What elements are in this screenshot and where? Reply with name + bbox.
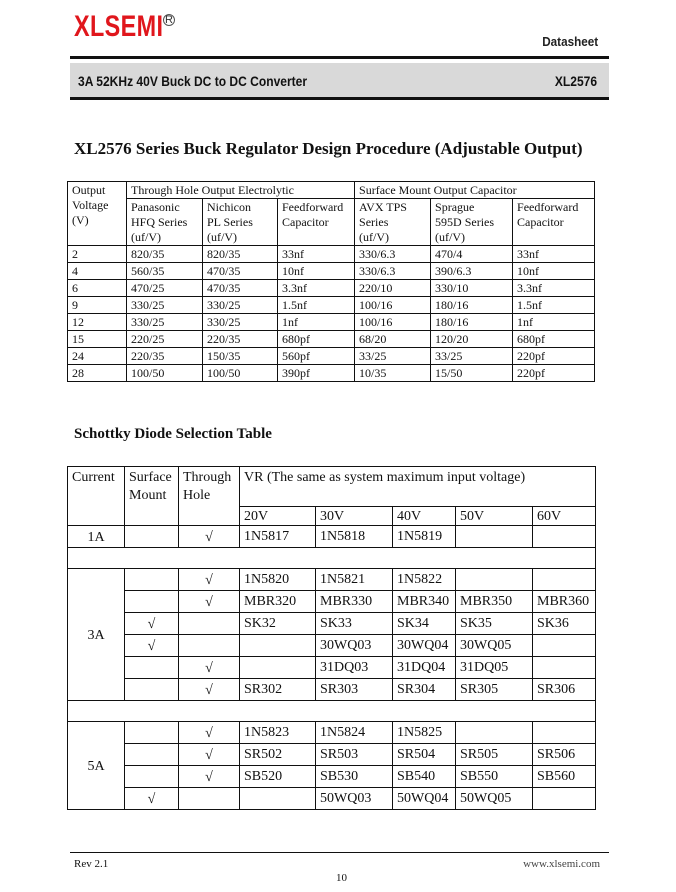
cell: SK34 bbox=[393, 613, 456, 635]
cell: 470/35 bbox=[203, 280, 278, 297]
cell: 180/16 bbox=[431, 297, 513, 314]
surface-mount-mark bbox=[125, 744, 179, 766]
cell: SB560 bbox=[533, 766, 596, 788]
surface-mount-mark bbox=[125, 722, 179, 744]
table-row bbox=[68, 263, 595, 280]
table-row bbox=[68, 314, 595, 331]
revision-label: Rev 2.1 bbox=[74, 858, 109, 870]
part-number: XL2576 bbox=[554, 73, 597, 89]
cell: 33/25 bbox=[355, 348, 431, 365]
through-hole-mark bbox=[179, 635, 240, 657]
table-row bbox=[68, 744, 596, 766]
cell: SB540 bbox=[393, 766, 456, 788]
cell bbox=[533, 635, 596, 657]
vr-header: VR (The same as system maximum input voltage) bbox=[240, 467, 596, 507]
output-voltage-header: Output Voltage (V) bbox=[68, 182, 127, 246]
cell: 3.3nf bbox=[278, 280, 355, 297]
cell: 10nf bbox=[513, 263, 595, 280]
cell: 560pf bbox=[278, 348, 355, 365]
cell: 33nf bbox=[278, 246, 355, 263]
surface-mount-group-header: Surface Mount Output Capacitor bbox=[355, 182, 595, 199]
cell: 820/35 bbox=[203, 246, 278, 263]
cell: 15 bbox=[68, 331, 127, 348]
schottky-diode-table bbox=[67, 466, 596, 810]
cell: 9 bbox=[68, 297, 127, 314]
cell: 470/25 bbox=[127, 280, 203, 297]
surface-mount-mark bbox=[125, 569, 179, 591]
surface-mount-mark bbox=[125, 766, 179, 788]
page-number: 10 bbox=[336, 872, 347, 884]
cell: SK32 bbox=[240, 613, 316, 635]
through-hole-mark: √ bbox=[179, 569, 240, 591]
header-rule bbox=[70, 56, 609, 59]
design-procedure-heading: XL2576 Series Buck Regulator Design Procedure (Adjustable Output) bbox=[74, 139, 583, 158]
cell: 820/35 bbox=[127, 246, 203, 263]
cell: 680pf bbox=[278, 331, 355, 348]
cell: 1N5819 bbox=[393, 526, 456, 548]
cell: 220/35 bbox=[203, 331, 278, 348]
table-row bbox=[68, 246, 595, 263]
current-header: Current bbox=[68, 467, 125, 526]
cell: 68/20 bbox=[355, 331, 431, 348]
product-title: 3A 52KHz 40V Buck DC to DC Converter bbox=[78, 73, 308, 89]
cell: SB550 bbox=[456, 766, 533, 788]
through-hole-mark: √ bbox=[179, 722, 240, 744]
voltage-60v: 60V bbox=[533, 507, 596, 526]
cell: 560/35 bbox=[127, 263, 203, 280]
panasonic-header: Panasonic HFQ Series (uf/V) bbox=[127, 199, 203, 246]
cell: 15/50 bbox=[431, 365, 513, 382]
cell: 1nf bbox=[278, 314, 355, 331]
cell: 390pf bbox=[278, 365, 355, 382]
cell: 1N5817 bbox=[240, 526, 316, 548]
cell: 120/20 bbox=[431, 331, 513, 348]
surface-mount-mark bbox=[125, 591, 179, 613]
table-row bbox=[68, 679, 596, 701]
cell: 680pf bbox=[513, 331, 595, 348]
cell: 50WQ04 bbox=[393, 788, 456, 810]
cell: 330/25 bbox=[127, 297, 203, 314]
table-row bbox=[68, 788, 596, 810]
table-row bbox=[68, 722, 596, 744]
cell: 1N5818 bbox=[316, 526, 393, 548]
cell bbox=[456, 569, 533, 591]
cell bbox=[533, 722, 596, 744]
title-bar bbox=[70, 63, 609, 100]
cell: 220pf bbox=[513, 348, 595, 365]
cell bbox=[456, 722, 533, 744]
through-hole-mark: √ bbox=[179, 766, 240, 788]
cell: 220/25 bbox=[127, 331, 203, 348]
cell: SR503 bbox=[316, 744, 393, 766]
cell bbox=[240, 657, 316, 679]
cell: 220/35 bbox=[127, 348, 203, 365]
cell: 12 bbox=[68, 314, 127, 331]
cell: SR502 bbox=[240, 744, 316, 766]
current-1a-label: 1A bbox=[68, 526, 125, 548]
cell: 220pf bbox=[513, 365, 595, 382]
cell: 100/50 bbox=[127, 365, 203, 382]
table-row bbox=[68, 331, 595, 348]
cell: 100/50 bbox=[203, 365, 278, 382]
through-hole-mark: √ bbox=[179, 657, 240, 679]
cell: SR504 bbox=[393, 744, 456, 766]
cell: 180/16 bbox=[431, 314, 513, 331]
voltage-30v: 30V bbox=[316, 507, 393, 526]
surface-mount-mark: √ bbox=[125, 635, 179, 657]
table-row bbox=[68, 348, 595, 365]
cell: 3.3nf bbox=[513, 280, 595, 297]
cell: 1N5820 bbox=[240, 569, 316, 591]
cell: 330/10 bbox=[431, 280, 513, 297]
through-hole-mark: √ bbox=[179, 526, 240, 548]
table-row bbox=[68, 657, 596, 679]
cell: SR505 bbox=[456, 744, 533, 766]
surface-mount-mark bbox=[125, 679, 179, 701]
surface-mount-mark bbox=[125, 526, 179, 548]
current-5a-label: 5A bbox=[68, 722, 125, 810]
cell: MBR330 bbox=[316, 591, 393, 613]
cell: MBR320 bbox=[240, 591, 316, 613]
through-hole-group-header: Through Hole Output Electrolytic bbox=[127, 182, 355, 199]
sprague-header: Sprague 595D Series (uf/V) bbox=[431, 199, 513, 246]
cell: MBR350 bbox=[456, 591, 533, 613]
cell: 28 bbox=[68, 365, 127, 382]
cell: 1N5821 bbox=[316, 569, 393, 591]
brand-logo: XLSEMI bbox=[74, 10, 164, 43]
current-3a-label: 3A bbox=[68, 569, 125, 701]
doc-type-label: Datasheet bbox=[542, 34, 598, 49]
cell: 330/6.3 bbox=[355, 263, 431, 280]
schottky-heading: Schottky Diode Selection Table bbox=[74, 426, 272, 442]
table-row bbox=[68, 297, 595, 314]
cell: SR305 bbox=[456, 679, 533, 701]
voltage-40v: 40V bbox=[393, 507, 456, 526]
surface-mount-header: Surface Mount bbox=[125, 467, 179, 526]
table-row bbox=[68, 766, 596, 788]
cell: 470/35 bbox=[203, 263, 278, 280]
cell: 470/4 bbox=[431, 246, 513, 263]
cell: 33nf bbox=[513, 246, 595, 263]
cell: 1.5nf bbox=[278, 297, 355, 314]
cell: 4 bbox=[68, 263, 127, 280]
through-hole-mark: √ bbox=[179, 679, 240, 701]
table-row bbox=[68, 569, 596, 591]
cell: MBR360 bbox=[533, 591, 596, 613]
cell bbox=[456, 526, 533, 548]
cell: 6 bbox=[68, 280, 127, 297]
through-hole-mark bbox=[179, 788, 240, 810]
registered-mark: R bbox=[163, 14, 175, 26]
cell: 50WQ03 bbox=[316, 788, 393, 810]
feedforward-th-header: Feedforward Capacitor bbox=[278, 199, 355, 246]
cell bbox=[533, 788, 596, 810]
table-row bbox=[68, 613, 596, 635]
separator-row bbox=[68, 701, 596, 722]
cell: 150/35 bbox=[203, 348, 278, 365]
cell: 330/25 bbox=[127, 314, 203, 331]
through-hole-mark bbox=[179, 613, 240, 635]
cell: 10/35 bbox=[355, 365, 431, 382]
cell: SR306 bbox=[533, 679, 596, 701]
cell: 100/16 bbox=[355, 314, 431, 331]
cell: 1N5824 bbox=[316, 722, 393, 744]
cell bbox=[533, 569, 596, 591]
cell: 1N5822 bbox=[393, 569, 456, 591]
diode-header-row bbox=[68, 467, 596, 507]
through-hole-header: Through Hole bbox=[179, 467, 240, 526]
separator-row bbox=[68, 548, 596, 569]
surface-mount-mark: √ bbox=[125, 788, 179, 810]
cell: SR302 bbox=[240, 679, 316, 701]
cell: MBR340 bbox=[393, 591, 456, 613]
cell bbox=[533, 526, 596, 548]
cell: 10nf bbox=[278, 263, 355, 280]
cell: 30WQ05 bbox=[456, 635, 533, 657]
cell: SR506 bbox=[533, 744, 596, 766]
cell: 31DQ03 bbox=[316, 657, 393, 679]
through-hole-mark: √ bbox=[179, 591, 240, 613]
avx-tps-header: AVX TPS Series (uf/V) bbox=[355, 199, 431, 246]
separator-cell bbox=[68, 548, 596, 569]
table-row bbox=[68, 526, 596, 548]
cell: 1nf bbox=[513, 314, 595, 331]
through-hole-mark: √ bbox=[179, 744, 240, 766]
cell: 390/6.3 bbox=[431, 263, 513, 280]
capacitor-selection-table bbox=[67, 181, 595, 382]
cell: SB530 bbox=[316, 766, 393, 788]
surface-mount-mark: √ bbox=[125, 613, 179, 635]
cell: SK33 bbox=[316, 613, 393, 635]
feedforward-sm-header: Feedforward Capacitor bbox=[513, 199, 595, 246]
nichicon-header: Nichicon PL Series (uf/V) bbox=[203, 199, 278, 246]
cell: SK35 bbox=[456, 613, 533, 635]
cell: 33/25 bbox=[431, 348, 513, 365]
cell: 2 bbox=[68, 246, 127, 263]
voltage-20v: 20V bbox=[240, 507, 316, 526]
cell: 1.5nf bbox=[513, 297, 595, 314]
cell: SR304 bbox=[393, 679, 456, 701]
cell bbox=[240, 788, 316, 810]
cell: 330/25 bbox=[203, 297, 278, 314]
footer-rule bbox=[70, 852, 609, 853]
cell bbox=[240, 635, 316, 657]
website-link[interactable]: www.xlsemi.com bbox=[523, 858, 600, 870]
table-subheader-row bbox=[68, 199, 595, 246]
cell: 220/10 bbox=[355, 280, 431, 297]
voltage-50v: 50V bbox=[456, 507, 533, 526]
cell: 1N5823 bbox=[240, 722, 316, 744]
cell: 30WQ03 bbox=[316, 635, 393, 657]
cell: SB520 bbox=[240, 766, 316, 788]
cell: SR303 bbox=[316, 679, 393, 701]
surface-mount-mark bbox=[125, 657, 179, 679]
cell: SK36 bbox=[533, 613, 596, 635]
cell: 1N5825 bbox=[393, 722, 456, 744]
table-row bbox=[68, 635, 596, 657]
table-row bbox=[68, 365, 595, 382]
table-header-row bbox=[68, 182, 595, 199]
cell: 24 bbox=[68, 348, 127, 365]
cell: 31DQ05 bbox=[456, 657, 533, 679]
cell: 30WQ04 bbox=[393, 635, 456, 657]
cell: 100/16 bbox=[355, 297, 431, 314]
table-row bbox=[68, 591, 596, 613]
table-row bbox=[68, 280, 595, 297]
cell: 31DQ04 bbox=[393, 657, 456, 679]
cell: 50WQ05 bbox=[456, 788, 533, 810]
cell: 330/25 bbox=[203, 314, 278, 331]
cell: 330/6.3 bbox=[355, 246, 431, 263]
cell bbox=[533, 657, 596, 679]
separator-cell bbox=[68, 701, 596, 722]
